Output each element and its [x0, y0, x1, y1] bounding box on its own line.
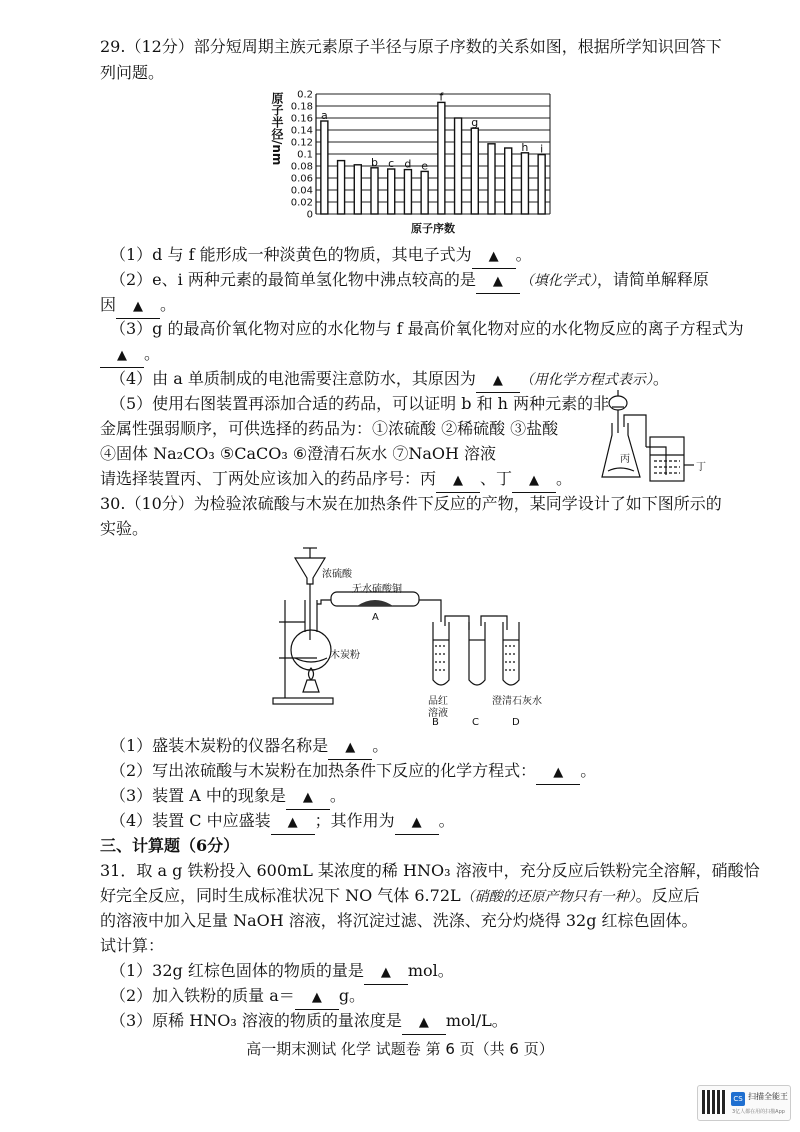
q29-part4: （4）由 a 单质制成的电池需要注意防水，其原因为 ▲ （用化学方程式表示）。 [110, 368, 669, 393]
y-tick-label: 0.12 [290, 137, 313, 149]
q29-part2-cont: 因 ▲ 。 [100, 294, 176, 319]
bar [321, 121, 328, 214]
q29-part1: （1）d 与 f 能形成一种淡黄色的物质，其电子式为 ▲ 。 [110, 244, 532, 269]
watermark-title: 扫描全能王 [748, 1092, 788, 1101]
answer-blank[interactable]: ▲ [476, 269, 520, 294]
q30-heading: 30.（10分）为检验浓硫酸与木炭在加热条件下反应的产物，某同学设计了如下图所示的 [100, 494, 722, 513]
label-limewater: 澄清石灰水 [492, 696, 542, 707]
q29-part5-l4: 请选择装置丙、丁两处应该加入的药品序号：丙 ▲ 、丁 ▲ 。 [100, 468, 572, 493]
y-tick-label: 0.18 [290, 101, 313, 113]
bar [371, 168, 378, 214]
y-tick-label: 0.1 [297, 149, 313, 161]
q31-line3: 的溶液中加入足量 NaOH 溶液，将沉淀过滤、洗涤、充分灼烧得 32g 红棕色固体。 [100, 911, 698, 930]
q30-part2: （2）写出浓硫酸与木炭粉在加热条件下反应的化学方程式： ▲ 。 [110, 760, 596, 785]
q30-part4: （4）装置 C 中应盛装 ▲ ；其作用为 ▲ 。 [110, 810, 455, 835]
answer-blank[interactable]: ▲ [271, 810, 315, 835]
q31-part1: （1）32g 红棕色固体的物质的量是 ▲ mol。 [110, 960, 454, 985]
bar [521, 153, 528, 214]
experiment-apparatus [265, 540, 545, 715]
label-ding: 丁 [696, 462, 706, 473]
answer-blank[interactable]: ▲ [286, 785, 330, 810]
bar-label: b [371, 155, 378, 169]
q29-part3-cont: ▲ 。 [100, 343, 160, 368]
bar [338, 161, 345, 214]
bar [421, 171, 428, 214]
q29-part2: （2）e、i 两种元素的最简单氢化物中沸点较高的是 ▲ （填化学式），请简单解释原 [110, 269, 709, 294]
answer-blank[interactable]: ▲ [476, 368, 520, 393]
radius-bar-chart [268, 90, 558, 240]
answer-blank[interactable]: ▲ [364, 960, 408, 985]
answer-blank[interactable]: ▲ [328, 735, 372, 760]
q31-line1: 31．取 a g 铁粉投入 600mL 某浓度的稀 HNO₃ 溶液中，充分反应后铁粉完全溶解，硝酸恰 [100, 861, 760, 880]
label-pinhong2: 溶液 [428, 708, 448, 719]
label-tube-a: A [372, 612, 379, 623]
q29-heading-cont: 列问题。 [100, 63, 165, 82]
y-tick-label: 0 [306, 209, 313, 221]
label-b: B [432, 717, 439, 728]
app-logo: CS [731, 1092, 745, 1106]
y-tick-label: 0.04 [290, 185, 313, 197]
q31-line4: 试计算： [100, 936, 165, 955]
q31-line2: 好完全反应，同时生成标准状况下 NO 气体 6.72L（硝酸的还原产物只有一种）。反应后 [100, 886, 700, 905]
q31-part3: （3）原稀 HNO₃ 溶液的物质的量浓度是 ▲ mol/L。 [110, 1010, 508, 1035]
answer-blank[interactable]: ▲ [395, 810, 439, 835]
label-d: D [512, 717, 520, 728]
bar-label: f [439, 90, 444, 104]
answer-blank[interactable]: ▲ [402, 1010, 446, 1035]
label-conc-acid: 浓硫酸 [322, 569, 352, 580]
scanner-watermark [697, 1085, 791, 1121]
bar [404, 170, 411, 214]
label-cuso4: 无水硫酸铜 [352, 584, 402, 595]
label-pinhong1: 品红 [428, 696, 448, 707]
bar [455, 118, 462, 214]
watermark-subtitle: 3亿人都在用的扫描App [732, 1109, 785, 1115]
y-tick-label: 0.2 [297, 90, 313, 101]
q29-part5-l2: 金属性强弱顺序，可供选择的药品为：①浓硫酸 ②稀硫酸 ③盐酸 [100, 419, 559, 438]
q29-part5-l3: ④固体 Na₂CO₃ ⑤CaCO₃ ⑥澄清石灰水 ⑦NaOH 溶液 [100, 444, 497, 463]
answer-blank[interactable]: ▲ [536, 760, 580, 785]
bar [438, 102, 445, 214]
bar-label: h [521, 140, 529, 154]
label-c: C [472, 717, 479, 728]
bar-label: i [540, 142, 544, 156]
bar-label: c [388, 157, 395, 170]
page-footer: 高一期末测试 化学 试题卷 第 6 页（共 6 页） [246, 1040, 554, 1058]
q29-heading: 29.（12分）部分短周期主族元素原子半径与原子序数的关系如图，根据所学知识回答下 [100, 37, 722, 56]
y-tick-label: 0.14 [290, 125, 313, 137]
chart-ylabel: 原子半径/nm [270, 92, 284, 166]
answer-blank[interactable]: ▲ [472, 244, 516, 269]
answer-blank[interactable]: ▲ [436, 468, 480, 493]
y-tick-label: 0.08 [290, 161, 313, 173]
label-carbon: 木炭粉 [330, 650, 360, 661]
answer-blank[interactable]: ▲ [116, 294, 160, 319]
section-3-title: 三、计算题（6分） [100, 836, 240, 855]
bar [488, 144, 495, 214]
bar [471, 128, 478, 214]
bar [505, 148, 512, 214]
bar-label: a [320, 109, 328, 122]
y-tick-label: 0.02 [290, 197, 313, 209]
qr-code-icon [702, 1090, 726, 1114]
y-tick-label: 0.16 [290, 113, 313, 125]
bar [354, 165, 361, 214]
bar [538, 155, 545, 214]
answer-blank[interactable]: ▲ [512, 468, 556, 493]
q30-part1: （1）盛装木炭粉的仪器名称是 ▲ 。 [110, 735, 388, 760]
answer-blank[interactable]: ▲ [100, 343, 144, 368]
q29-part5: （5）使用右图装置再添加合适的药品，可以证明 b 和 h 两种元素的非 [110, 394, 610, 413]
q31-part2: （2）加入铁粉的质量 a＝ ▲ g。 [110, 985, 365, 1010]
chart-xlabel: 原子序数 [411, 222, 455, 235]
q29-part3: （3）g 的最高价氧化物对应的水化物与 f 最高价氧化物对应的水化物反应的离子方程式为 [110, 319, 744, 338]
bar-label: e [421, 159, 429, 173]
y-tick-label: 0.06 [290, 173, 313, 185]
label-bing: 丙 [620, 454, 630, 465]
q30-part3: （3）装置 A 中的现象是 ▲ 。 [110, 785, 346, 810]
bar-label: d [404, 157, 412, 171]
q30-heading-cont: 实验。 [100, 519, 149, 538]
answer-blank[interactable]: ▲ [295, 985, 339, 1010]
gas-generator-apparatus [600, 385, 710, 490]
bar-label: g [471, 116, 479, 130]
bar [388, 169, 395, 214]
